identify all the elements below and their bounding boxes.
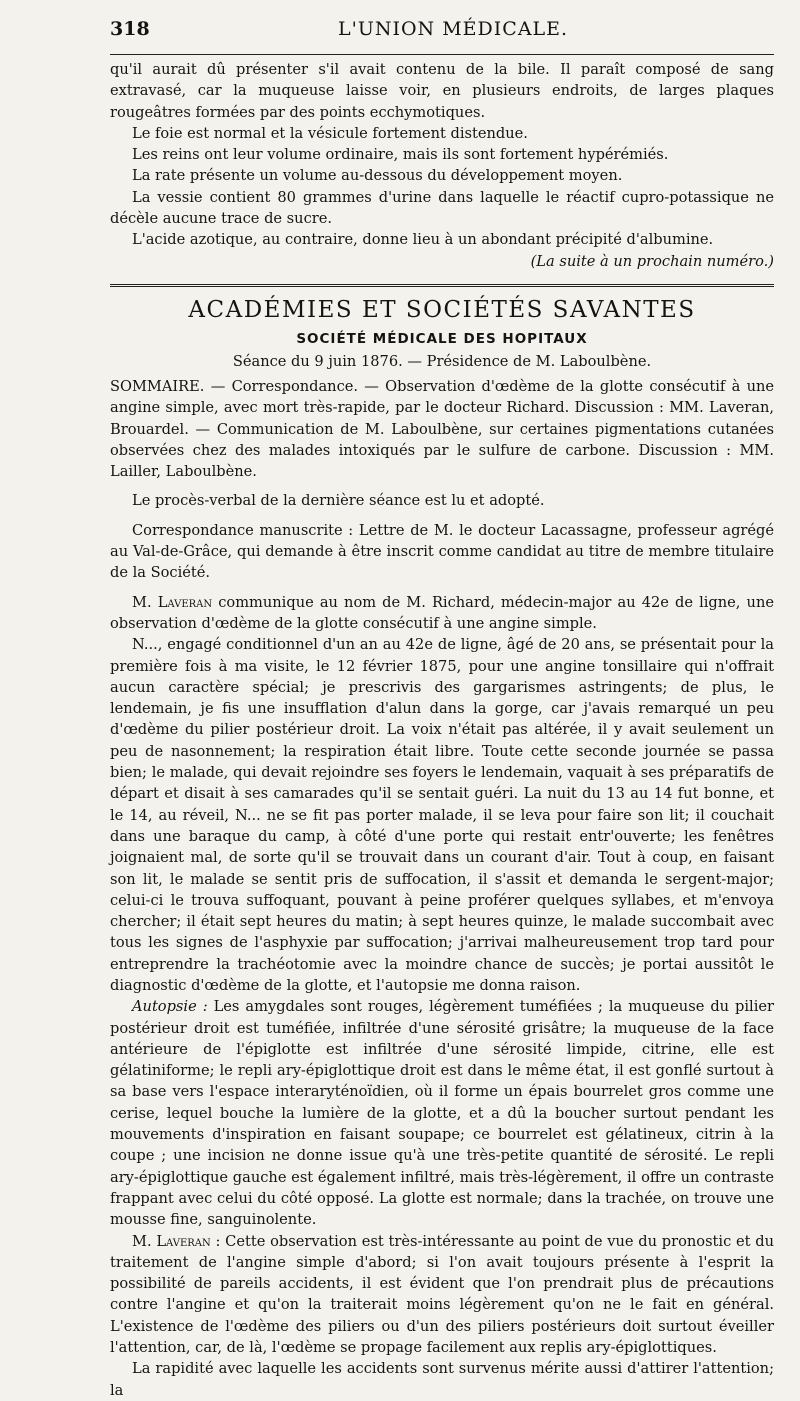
page-number: 318 (110, 18, 150, 40)
paragraph: La rate présente un volume au-dessous du développement moyen. (132, 167, 623, 185)
paragraph: Autopsie : Les amygdales sont rouges, légèrement tuméfiées ; la muqueuse du pilier postérieur droit est tuméfiée, infiltrée d'une sérosité grisâtre; la muqueuse de la face antérieure de l'épiglotte est infiltrée d'une sérosité limpide, citrine, elle est gélatiniforme; le repli ary-épiglottique droit est dans le même état, il est gonflé surtout à sa base vers l'espace interaryténoïdien, où il forme un épais bourrelet gros comme une cerise, lequel bouche la lumière de la glotte, et a dû la boucher surtout pendant les mouvements d'inspiration en faisant soupape; ce bourrelet est gélatineux, citrin à la coupe ; une incision ne donne issue qu'à une très-petite quantité de sérosité. Le repli ary-épiglottique gauche est également infiltré, mais très-légèrement, il offre un contraste frappant avec celui du côté opposé. La glotte est normale; dans la trachée, on trouve une mousse fine, sanguinolente. (110, 998, 774, 1229)
journal-title: L'UNION MÉDICALE. (338, 18, 569, 40)
summary (110, 376, 774, 482)
paragraph: qu'il aurait dû présenter s'il avait contenu de la bile. Il paraît composé de sang extravasé, car la muqueuse laisse voir, en plusieurs endroits, de larges plaques rougeâtres formées par des points ecchymotiques. (110, 61, 774, 121)
paragraph: N..., engagé conditionnel d'un an au 42e de ligne, âgé de 20 ans, se présentait pour la première fois à ma visite, le 12 février 1875, pour une angine tonsillaire qui n'offrait aucun caractère spécial; je prescrivis des gargarismes astringents; de plus, le lendemain, je fis une insufflation d'alun dans la gorge, car j'avais remarqué un peu d'œdème du pilier postérieur droit. La voix n'était pas altérée, il y avait seulement un peu de nasonnement; la respiration était libre. Toute cette seconde journée se passa bien; le malade, qui devait rejoindre ses foyers le lendemain, vaquait à ses préparatifs de départ et disait à ses camarades qu'il se sentait guéri. La nuit du 13 au 14 fut bonne, et le 14, au réveil, N... ne se fit pas porter malade, il se leva pour faire son lit; il couchait dans une baraque du camp, à côté d'une porte qui restait entr'ouverte; les fenêtres joignaient mal, de sorte qu'il se trouvait dans un courant d'air. Tout à coup, en faisant son lit, le malade se sentit pris de suffocation, il s'assit et demanda le sergent-major; celui-ci le trouva suffoquant, pouvant à peine proférer quelques syllabes, et m'envoya chercher; il était sept heures du matin; à sept heures quinze, le malade succombait avec tous les signes de l'asphyxie par suffocation; j'arrivai malheureusement trop tard pour entreprendre la trachéotomie avec la moindre chance de succès; je portai aussitôt le diagnostic d'œdème de la glotte, et l'autopsie me donna raison. (110, 636, 774, 994)
section-rule (110, 284, 774, 287)
speaker-name: M. Laveran : (132, 1232, 221, 1250)
to-be-continued: (La suite à un prochain numéro.) (530, 252, 774, 270)
session-line: Séance du 9 juin 1876. — Présidence de M. Laboulbène. (232, 352, 652, 370)
paragraph: Les reins ont leur volume ordinaire, mais ils sont fortement hypérémiés. (132, 146, 669, 164)
paragraph: Le procès-verbal de la dernière séance est lu et adopté. (132, 492, 545, 510)
paragraph: La vessie contient 80 grammes d'urine dans laquelle le réactif cupro-potassique ne décèle aucune trace de sucre. (110, 188, 774, 228)
society-title: SOCIÉTÉ MÉDICALE DES HOPITAUX (296, 330, 588, 347)
summary-label: SOMMAIRE. (110, 377, 205, 395)
speaker-name: M. Laveran (132, 593, 213, 611)
paragraph: M. Laveran communique au nom de M. Richard, médecin-major au 42e de ligne, une observation d'œdème de la glotte consécutif à une angine simple. (110, 593, 774, 632)
paragraph: Le foie est normal et la vésicule fortement distendue. (132, 124, 528, 142)
section-title: ACADÉMIES ET SOCIÉTÉS SAVANTES (188, 296, 696, 323)
paragraph: La rapidité avec laquelle les accidents sont survenus mérite aussi d'attirer l'attention; la (110, 1360, 774, 1399)
header-rule (110, 54, 774, 55)
autopsy-label: Autopsie : (132, 998, 208, 1016)
summary-text: — Correspondance. — Observation d'œdème de la glotte consécutif à une angine simple, avec mort très-rapide, par le docteur Richard. Discussion : MM. Laveran, Brouardel. — Communication de M. Laboulbène, sur certaines pigmentations cutanées observées chez des malades intoxiqués par le sulfure de carbone. Discussion : MM. Lailler, Laboulbène. (110, 377, 775, 481)
paragraph: M. Laveran : Cette observation est très-intéressante au point de vue du pronostic et du traitement de l'angine simple d'abord; si l'on avait toujours présente à l'esprit la possibilité de pareils accidents, il est évident que l'on prendrait plus de précautions contre l'angine et qu'on la traiterait moins légèrement qu'on ne le fait en général. L'existence de l'œdème des piliers ou d'un des piliers postérieurs doit surtout éveiller l'attention, car, de là, l'œdème se propage facilement aux replis ary-épiglottiques. (110, 1232, 774, 1357)
running-head (110, 18, 774, 48)
paragraph: Correspondance manuscrite : Lettre de M. le docteur Lacassagne, professeur agrégé au Val-de-Grâce, qui demande à être inscrit comme candidat au titre de membre titulaire de la Société. (110, 521, 774, 582)
paragraph: L'acide azotique, au contraire, donne lieu à un abondant précipité d'albumine. (132, 231, 714, 249)
